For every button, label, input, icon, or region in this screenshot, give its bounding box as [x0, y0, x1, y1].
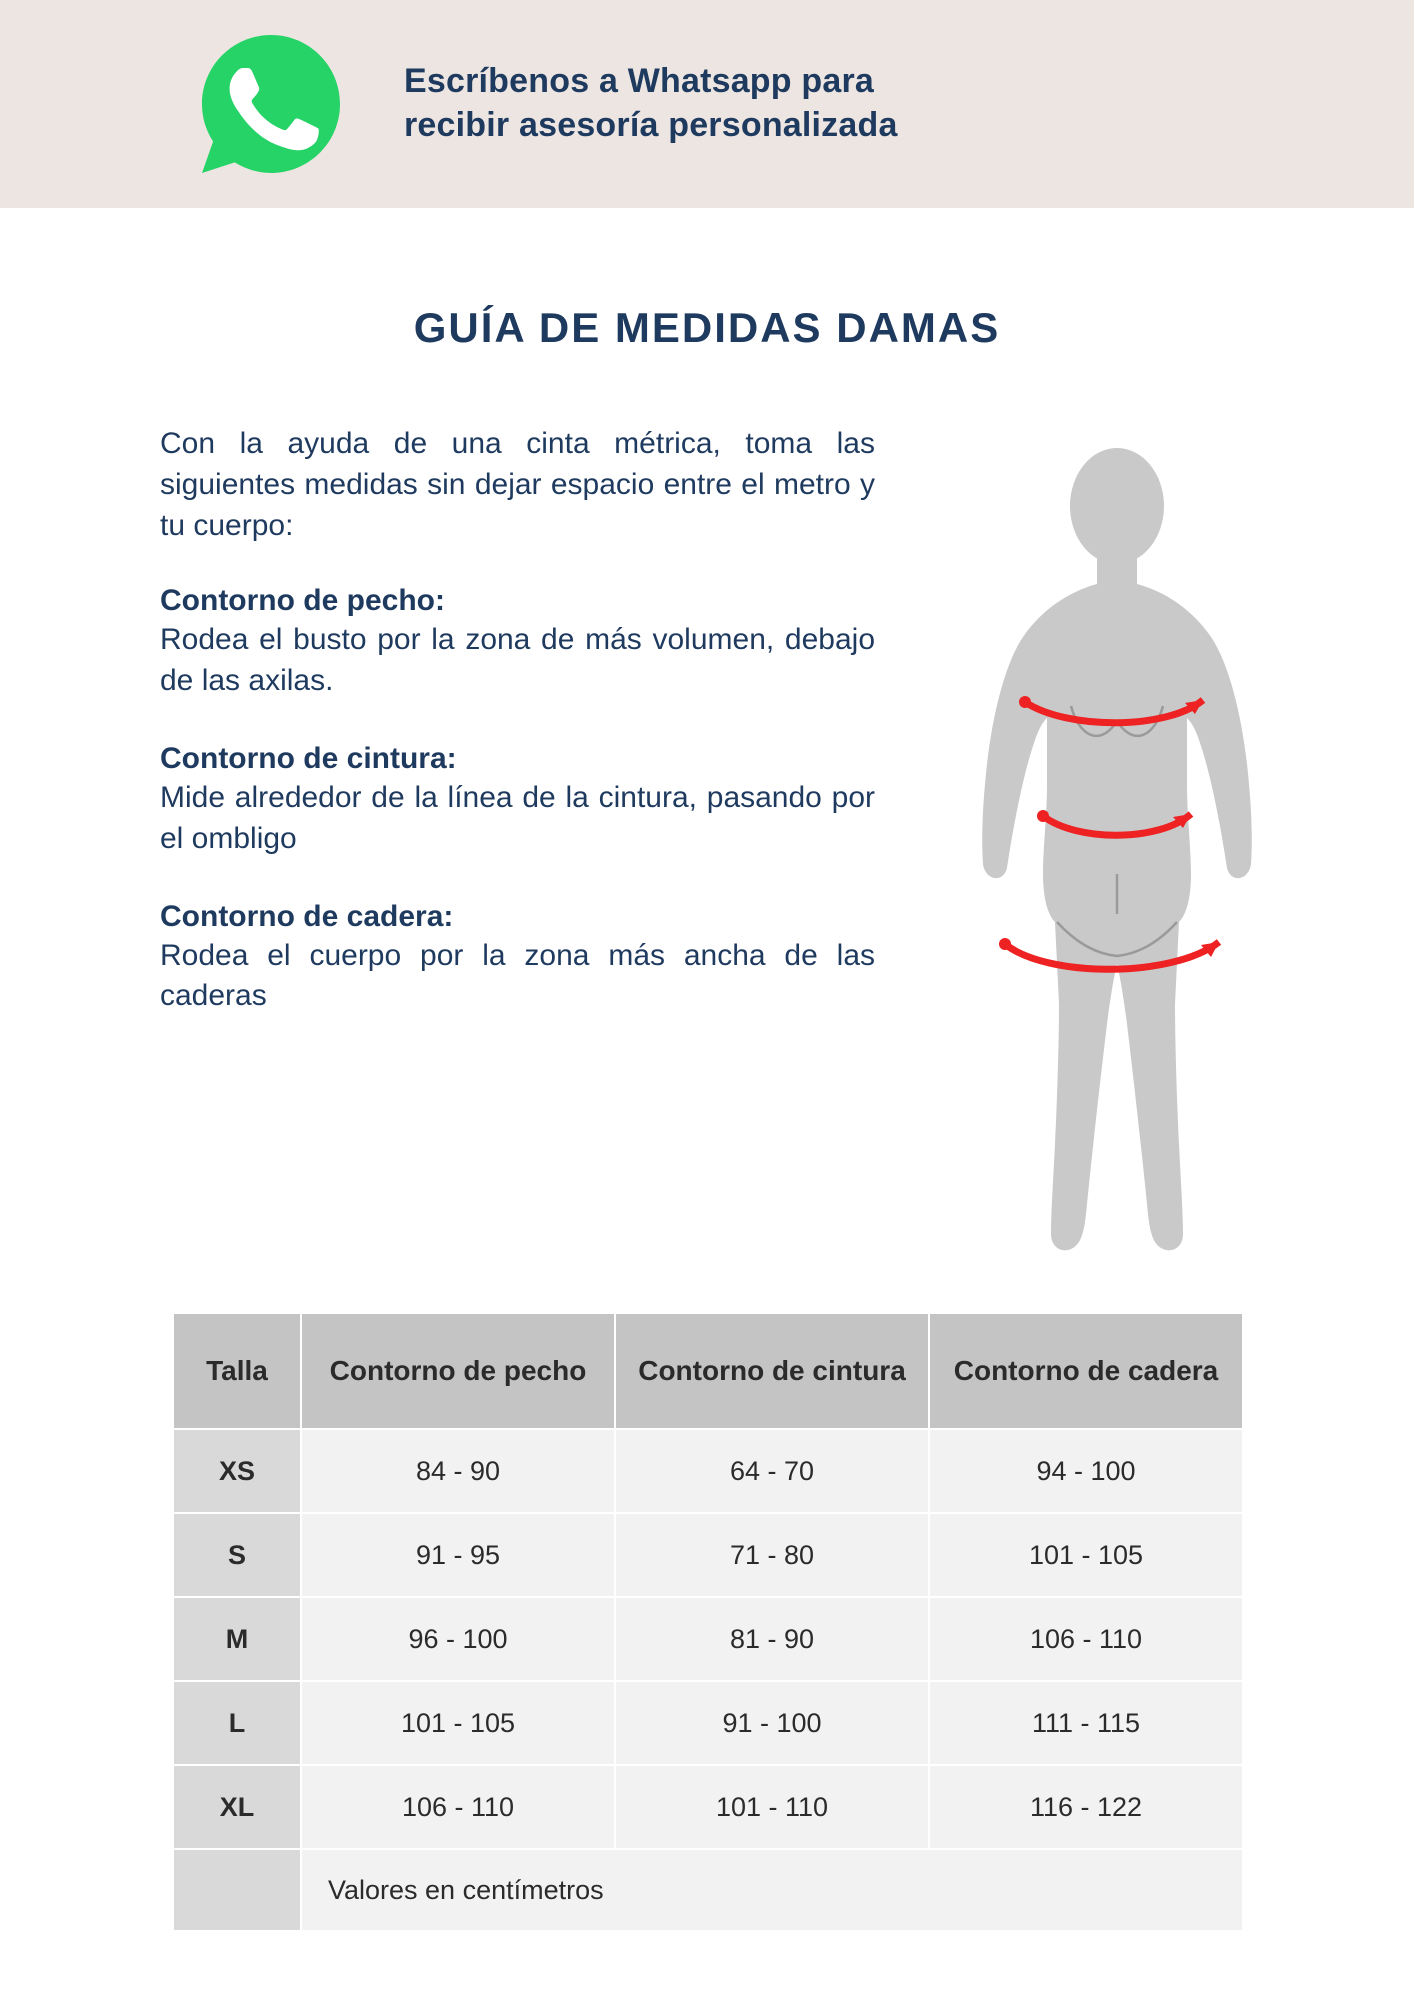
cell-cadera: 106 - 110: [929, 1597, 1243, 1681]
cell-cintura: 91 - 100: [615, 1681, 929, 1765]
table-row: [173, 1513, 1243, 1597]
cell-cadera: 111 - 115: [929, 1681, 1243, 1765]
cell-pecho: 84 - 90: [301, 1429, 615, 1513]
table-note: Valores en centímetros: [301, 1849, 1243, 1931]
cell-pecho: 91 - 95: [301, 1513, 615, 1597]
table-row: [173, 1681, 1243, 1765]
cell-pecho: 101 - 105: [301, 1681, 615, 1765]
table-header-row: [173, 1313, 1243, 1429]
cell-pecho: 106 - 110: [301, 1765, 615, 1849]
cell-cintura: 64 - 70: [615, 1429, 929, 1513]
table-row: [173, 1765, 1243, 1849]
size-table-wrapper: [172, 1312, 1242, 1932]
female-body-diagram: [947, 444, 1287, 1264]
header-talla: Talla: [173, 1313, 301, 1429]
cell-cintura: 71 - 80: [615, 1513, 929, 1597]
section-cadera-heading: Contorno de cadera:: [160, 899, 454, 933]
content-area: [0, 424, 1414, 1264]
section-cintura-body: Mide alrededor de la línea de la cintura, pasando por el ombligo: [160, 780, 875, 855]
cell-cintura: 101 - 110: [615, 1765, 929, 1849]
section-pecho-heading: Contorno de pecho:: [160, 584, 445, 618]
intro-paragraph: Con la ayuda de una cinta métrica, toma las siguientes medidas sin dejar espacio entre el metro y tu cuerpo:: [160, 427, 875, 542]
cell-size: L: [173, 1681, 301, 1765]
table-note-row: [173, 1849, 1243, 1931]
header-cadera: Contorno de cadera: [929, 1313, 1243, 1429]
figure-column: [880, 424, 1354, 1264]
whatsapp-banner: [0, 0, 1414, 208]
section-pecho: [160, 584, 880, 702]
cell-cadera: 116 - 122: [929, 1765, 1243, 1849]
cell-size: XL: [173, 1765, 301, 1849]
header-cintura: Contorno de cintura: [615, 1313, 929, 1429]
table-row: [173, 1597, 1243, 1681]
instructions-column: [160, 424, 880, 1264]
header-pecho: Contorno de pecho: [301, 1313, 615, 1429]
cell-cadera: 101 - 105: [929, 1513, 1243, 1597]
section-cintura: [160, 742, 880, 860]
whatsapp-icon[interactable]: [196, 29, 346, 179]
table-row: [173, 1429, 1243, 1513]
cell-size: M: [173, 1597, 301, 1681]
cell-pecho: 96 - 100: [301, 1597, 615, 1681]
size-table: [172, 1312, 1244, 1932]
cell-size: XS: [173, 1429, 301, 1513]
whatsapp-banner-text: [404, 60, 898, 147]
note-blank-cell: [173, 1849, 301, 1931]
section-pecho-body: Rodea el busto por la zona de más volumen, debajo de las axilas.: [160, 623, 875, 698]
cell-cadera: 94 - 100: [929, 1429, 1243, 1513]
section-cintura-heading: Contorno de cintura:: [160, 741, 457, 775]
banner-line-1: Escríbenos a Whatsapp para: [404, 62, 875, 101]
banner-line-2: recibir asesoría personalizada: [404, 106, 898, 144]
page-title: GUÍA DE MEDIDAS DAMAS: [413, 304, 1001, 351]
section-cadera: [160, 900, 880, 1018]
cell-size: S: [173, 1513, 301, 1597]
cell-cintura: 81 - 90: [615, 1597, 929, 1681]
section-cadera-body: Rodea el cuerpo por la zona más ancha de las caderas: [160, 938, 875, 1013]
